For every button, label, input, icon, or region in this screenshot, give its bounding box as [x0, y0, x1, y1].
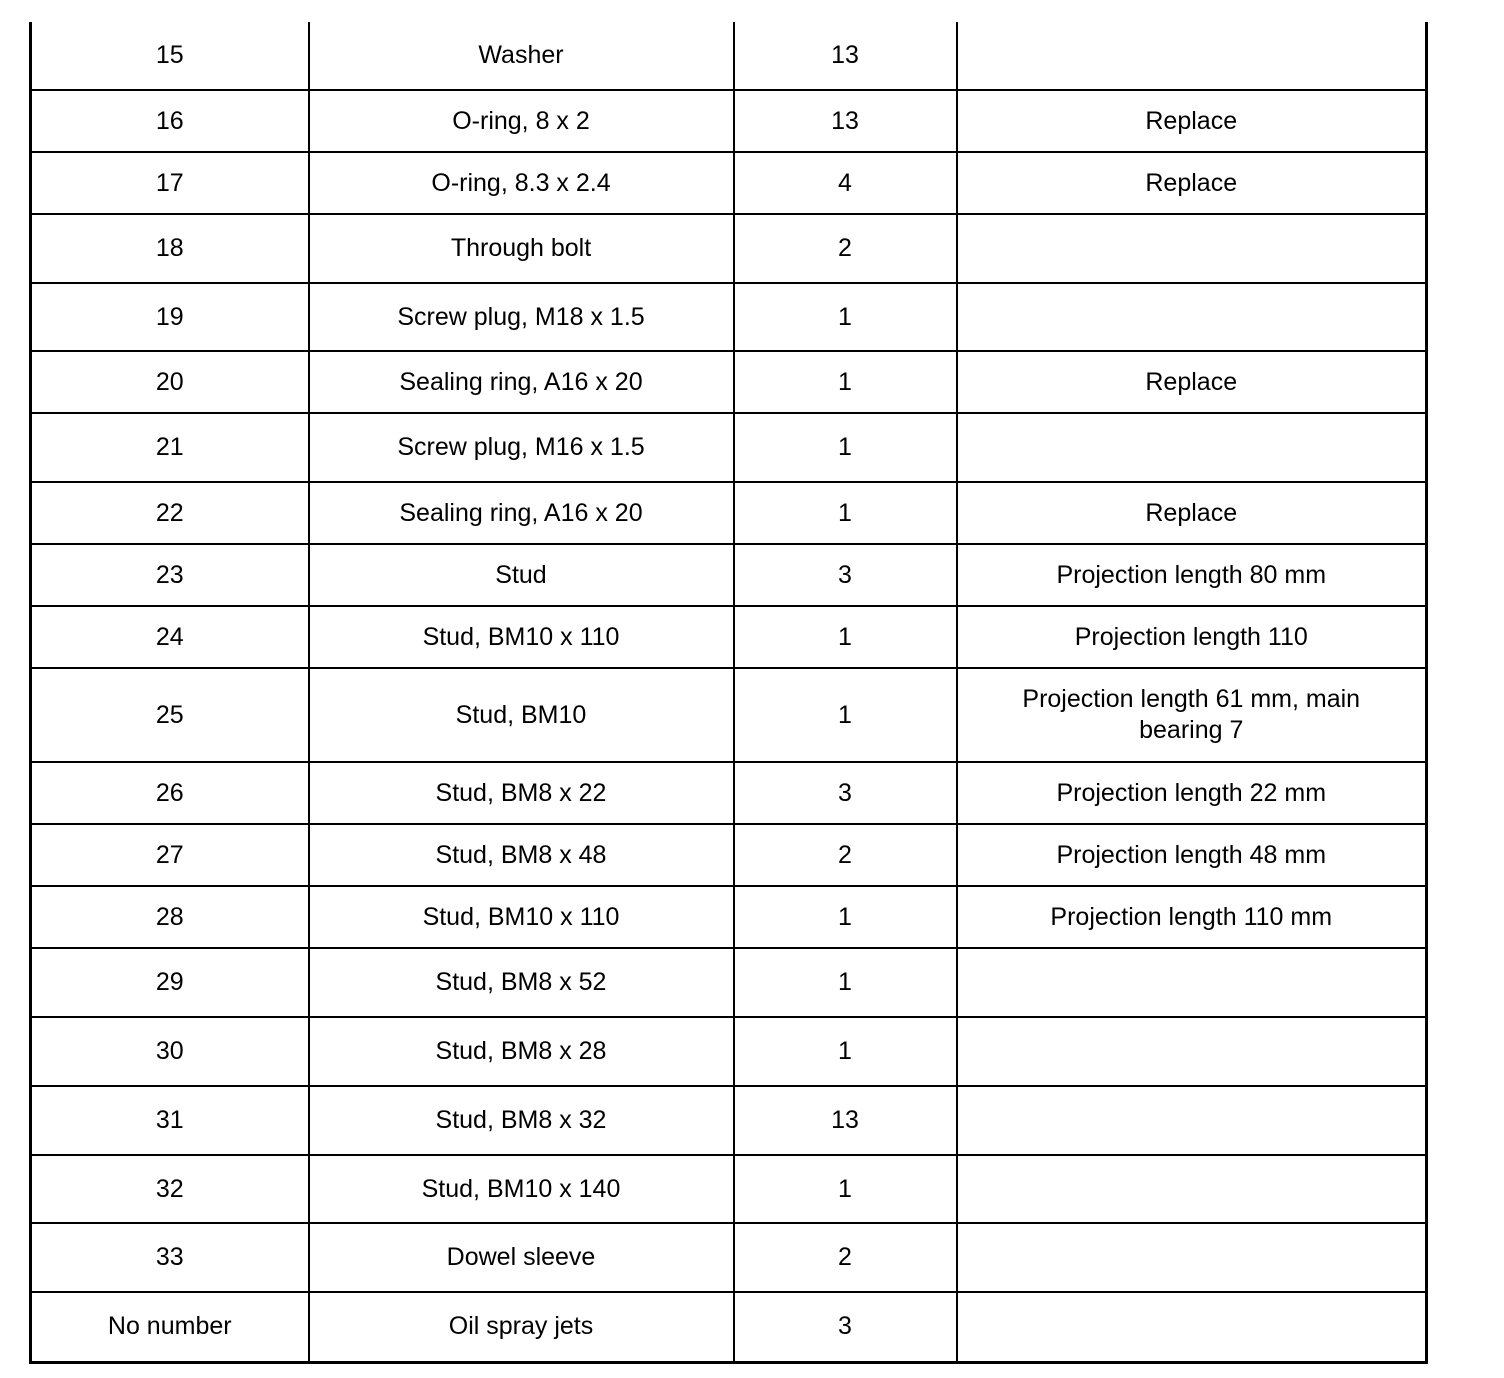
table-row: [31, 762, 1427, 824]
quantity: 3: [734, 762, 957, 824]
item-number: 22: [31, 482, 309, 544]
item-number: No number: [31, 1292, 309, 1362]
remark: Replace: [957, 482, 1427, 544]
quantity: 1: [734, 886, 957, 948]
table-row: [31, 214, 1427, 283]
part-name: Stud, BM8 x 32: [309, 1086, 734, 1155]
quantity: 4: [734, 152, 957, 214]
remark: Projection length 48 mm: [957, 824, 1427, 886]
quantity: 1: [734, 482, 957, 544]
table-row: [31, 283, 1427, 351]
quantity: 1: [734, 1017, 957, 1086]
quantity: 1: [734, 948, 957, 1017]
table-row: [31, 22, 1427, 90]
table-row: [31, 90, 1427, 152]
table-row: [31, 606, 1427, 668]
table-row: [31, 1292, 1427, 1362]
table-row: [31, 1223, 1427, 1292]
remark: Projection length 22 mm: [957, 762, 1427, 824]
part-name: Oil spray jets: [309, 1292, 734, 1362]
table-row: [31, 948, 1427, 1017]
part-name: O-ring, 8.3 x 2.4: [309, 152, 734, 214]
part-name: Stud, BM8 x 28: [309, 1017, 734, 1086]
remark: [957, 948, 1427, 1017]
remark: [957, 283, 1427, 351]
item-number: 31: [31, 1086, 309, 1155]
item-number: 25: [31, 668, 309, 762]
item-number: 23: [31, 544, 309, 606]
parts-table: [29, 22, 1428, 1364]
table-row: [31, 413, 1427, 482]
remark: [957, 22, 1427, 90]
quantity: 2: [734, 824, 957, 886]
remark: Replace: [957, 152, 1427, 214]
quantity: 2: [734, 1223, 957, 1292]
remark: [957, 1223, 1427, 1292]
item-number: 28: [31, 886, 309, 948]
remark: Replace: [957, 351, 1427, 413]
remark: Replace: [957, 90, 1427, 152]
part-name: Screw plug, M16 x 1.5: [309, 413, 734, 482]
quantity: 13: [734, 22, 957, 90]
table-row: [31, 1086, 1427, 1155]
part-name: Stud, BM10 x 140: [309, 1155, 734, 1223]
remark: [957, 413, 1427, 482]
item-number: 33: [31, 1223, 309, 1292]
remark: [957, 1086, 1427, 1155]
remark: [957, 1155, 1427, 1223]
table-row: [31, 351, 1427, 413]
part-name: Dowel sleeve: [309, 1223, 734, 1292]
table-row: [31, 544, 1427, 606]
quantity: 1: [734, 283, 957, 351]
quantity: 2: [734, 214, 957, 283]
quantity: 1: [734, 1155, 957, 1223]
quantity: 1: [734, 413, 957, 482]
table-row: [31, 152, 1427, 214]
table-row: [31, 886, 1427, 948]
part-name: Stud, BM10 x 110: [309, 886, 734, 948]
table-row: [31, 668, 1427, 762]
quantity: 3: [734, 544, 957, 606]
remark: [957, 1017, 1427, 1086]
item-number: 15: [31, 22, 309, 90]
item-number: 19: [31, 283, 309, 351]
item-number: 17: [31, 152, 309, 214]
part-name: Stud, BM10 x 110: [309, 606, 734, 668]
table-row: [31, 482, 1427, 544]
table-row: [31, 824, 1427, 886]
item-number: 21: [31, 413, 309, 482]
quantity: 13: [734, 90, 957, 152]
item-number: 24: [31, 606, 309, 668]
item-number: 26: [31, 762, 309, 824]
remark: Projection length 61 mm, main bearing 7: [957, 668, 1427, 762]
part-name: Stud, BM8 x 22: [309, 762, 734, 824]
item-number: 30: [31, 1017, 309, 1086]
parts-table-body: [31, 22, 1427, 1362]
table-row: [31, 1155, 1427, 1223]
quantity: 13: [734, 1086, 957, 1155]
quantity: 1: [734, 606, 957, 668]
part-name: Screw plug, M18 x 1.5: [309, 283, 734, 351]
part-name: Sealing ring, A16 x 20: [309, 482, 734, 544]
item-number: 20: [31, 351, 309, 413]
item-number: 16: [31, 90, 309, 152]
item-number: 32: [31, 1155, 309, 1223]
part-name: Sealing ring, A16 x 20: [309, 351, 734, 413]
item-number: 18: [31, 214, 309, 283]
quantity: 1: [734, 351, 957, 413]
part-name: O-ring, 8 x 2: [309, 90, 734, 152]
part-name: Through bolt: [309, 214, 734, 283]
table-row: [31, 1017, 1427, 1086]
quantity: 1: [734, 668, 957, 762]
part-name: Stud, BM10: [309, 668, 734, 762]
part-name: Stud: [309, 544, 734, 606]
quantity: 3: [734, 1292, 957, 1362]
remark: Projection length 110 mm: [957, 886, 1427, 948]
item-number: 27: [31, 824, 309, 886]
remark: [957, 1292, 1427, 1362]
remark: [957, 214, 1427, 283]
item-number: 29: [31, 948, 309, 1017]
remark: Projection length 110: [957, 606, 1427, 668]
remark: Projection length 80 mm: [957, 544, 1427, 606]
part-name: Washer: [309, 22, 734, 90]
part-name: Stud, BM8 x 48: [309, 824, 734, 886]
part-name: Stud, BM8 x 52: [309, 948, 734, 1017]
